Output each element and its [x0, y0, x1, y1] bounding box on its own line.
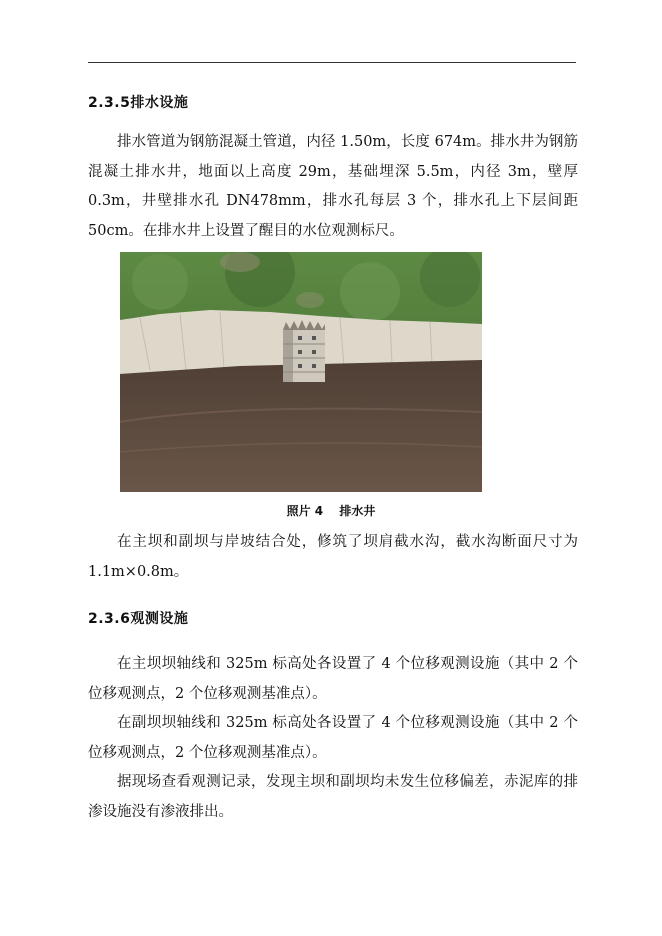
- interception-paragraph: 在主坝和副坝与岸坡结合处，修筑了坝肩截水沟，截水沟断面尺寸为 1.1m×0.8m。: [88, 534, 578, 580]
- section-heading-monitoring: 2.3.6观测设施: [88, 611, 189, 627]
- drainage-paragraph: 排水管道为钢筋混凝土管道，内径 1.50m，长度 674m。排水井为钢筋混凝土排水井，地面以上高度 29m，基础埋深 5.5m，内径 3m，壁厚 0.3m，井壁排水孔 DN478mm，排水孔每层 3 个，排水孔上下层间距 50cm。在排水井上设置了醒目的水位观测标尺。: [88, 134, 578, 239]
- photo-caption-title: 排水井: [339, 504, 376, 518]
- drainage-well-photo: [120, 252, 482, 492]
- section-heading-drainage: 2.3.5排水设施: [88, 95, 189, 111]
- monitoring-paragraph-main-dam: 在主坝坝轴线和 325m 标高处各设置了 4 个位移观测设施（其中 2 个位移观测点，2 个位移观测基准点）。: [88, 656, 578, 702]
- photo-caption-label: 照片 4: [286, 504, 324, 518]
- monitoring-paragraph-findings: 据现场查看观测记录，发现主坝和副坝均未发生位移偏差，赤泥库的排渗设施没有渗液排出。: [88, 774, 578, 820]
- photo-caption: [0, 502, 662, 519]
- header-rule: [88, 62, 576, 63]
- monitoring-paragraph-secondary-dam: 在副坝坝轴线和 325m 标高处各设置了 4 个位移观测设施（其中 2 个位移观测点，2 个位移观测基准点）。: [88, 715, 578, 761]
